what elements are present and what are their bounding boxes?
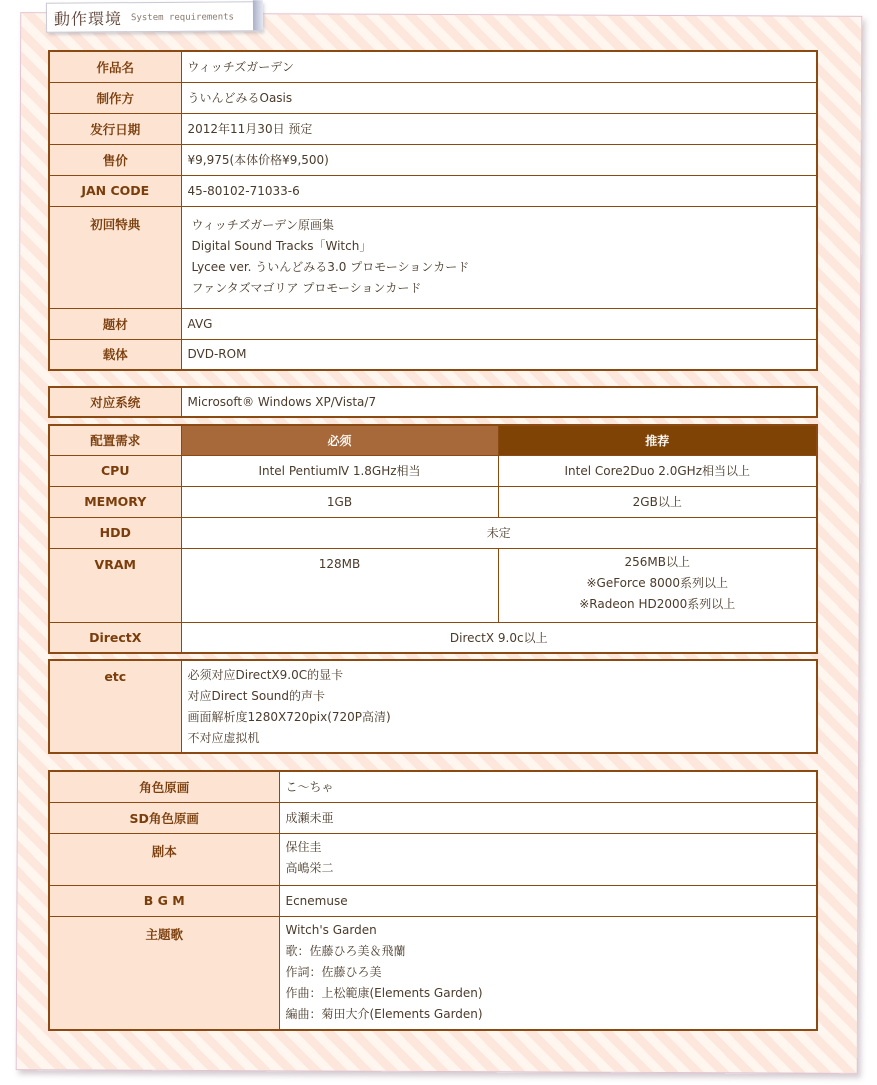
bonus-item: ファンタズマゴリア プロモーションカード (191, 280, 422, 295)
table-row (49, 885, 817, 916)
scenario-writer: 保住圭 (285, 839, 322, 854)
section-tab (46, 1, 262, 33)
vram-rec-line: ※GeForce 8000系列以上 (586, 575, 729, 590)
theme-line: 編曲：菊田大介(Elements Garden) (285, 1006, 483, 1021)
tab-fold (253, 0, 263, 30)
scenario-writer: 高嶋栄二 (285, 860, 334, 875)
vram-label: VRAM (49, 548, 181, 622)
genre-value: AVG (181, 308, 817, 339)
theme-song-label: 主题歌 (49, 916, 279, 1030)
table-row (49, 144, 817, 175)
first-press-bonus-value (181, 206, 817, 308)
table-header-row (49, 425, 817, 455)
table-row (49, 916, 817, 1030)
genre-label: 题材 (49, 308, 181, 339)
bonus-item: Lycee ver. ういんどみる3.0 プロモーションカード (191, 259, 470, 274)
sd-art-value: 成瀬未亜 (279, 802, 817, 833)
requirements-label: 配置需求 (49, 425, 181, 455)
table-row (49, 387, 817, 417)
product-info-table (48, 50, 818, 371)
theme-line: Witch's Garden (285, 922, 377, 937)
table-row (49, 660, 817, 753)
hdd-value: 未定 (181, 517, 817, 548)
table-row (49, 833, 817, 885)
vram-recommended (498, 548, 817, 622)
title-label: 作品名 (49, 51, 181, 82)
os-value: Microsoft® Windows XP/Vista/7 (181, 387, 817, 417)
etc-line: 必须对应DirectX9.0C的显卡 (187, 668, 344, 682)
scenario-label: 剧本 (49, 833, 279, 885)
table-row (49, 82, 817, 113)
memory-must: 1GB (181, 486, 498, 517)
etc-value (181, 660, 817, 753)
table-row (49, 548, 817, 622)
maker-label: 制作方 (49, 82, 181, 113)
os-label: 对应系统 (49, 387, 181, 417)
os-table (48, 386, 818, 418)
table-row (49, 486, 817, 517)
price-value: ¥9,975(本体价格¥9,500) (181, 144, 817, 175)
character-art-value: こ～ちゃ (279, 771, 817, 802)
table-row (49, 771, 817, 802)
recommended-column-header: 推荐 (498, 425, 817, 455)
directx-label: DirectX (49, 622, 181, 653)
memory-label: MEMORY (49, 486, 181, 517)
section-subtitle: System requirements (130, 12, 234, 24)
section-title: 動作環境 (53, 9, 123, 29)
vram-rec-line: ※Radeon HD2000系列以上 (579, 596, 736, 611)
media-label: 载体 (49, 339, 181, 370)
etc-line: 不对应虚拟机 (187, 731, 260, 745)
title-value: ウィッチズガーデン (181, 51, 817, 82)
etc-line: 对应Direct Sound的声卡 (187, 689, 326, 703)
bonus-item: Digital Sound Tracks「Witch」 (191, 238, 372, 253)
bgm-value: Ecnemuse (279, 885, 817, 916)
bonus-item: ウィッチズガーデン原画集 (191, 217, 335, 232)
price-label: 售价 (49, 144, 181, 175)
release-date-value: 2012年11月30日 预定 (181, 113, 817, 144)
theme-line: 歌：佐藤ひろ美＆飛蘭 (285, 943, 406, 958)
vram-rec-line: 256MB以上 (624, 554, 690, 569)
theme-line: 作曲：上松範康(Elements Garden) (285, 985, 483, 1000)
staff-table (48, 770, 818, 1031)
requirements-table (48, 424, 818, 654)
theme-song-value (279, 916, 817, 1030)
table-row (49, 51, 817, 82)
jan-code-label: JAN CODE (49, 175, 181, 206)
table-row (49, 206, 817, 308)
cpu-must: Intel PentiumⅣ 1.8GHz相当 (181, 455, 498, 486)
bgm-label: B G M (49, 885, 279, 916)
table-row (49, 308, 817, 339)
vram-must: 128MB (181, 548, 498, 622)
media-value: DVD-ROM (181, 339, 817, 370)
etc-table (48, 659, 818, 754)
etc-line: 画面解析度1280X720pix(720P高清) (187, 710, 391, 724)
jan-code-value: 45-80102-71033-6 (181, 175, 817, 206)
cpu-label: CPU (49, 455, 181, 486)
table-row (49, 113, 817, 144)
maker-value: ういんどみるOasis (181, 82, 817, 113)
etc-label: etc (49, 660, 181, 753)
cpu-recommended: Intel Core2Duo 2.0GHz相当以上 (498, 455, 817, 486)
theme-line: 作詞：佐藤ひろ美 (285, 964, 382, 979)
table-row (49, 339, 817, 370)
memory-recommended: 2GB以上 (498, 486, 817, 517)
scenario-value (279, 833, 817, 885)
release-date-label: 发行日期 (49, 113, 181, 144)
sd-art-label: SD角色原画 (49, 802, 279, 833)
character-art-label: 角色原画 (49, 771, 279, 802)
table-row (49, 802, 817, 833)
table-row (49, 455, 817, 486)
hdd-label: HDD (49, 517, 181, 548)
directx-value: DirectX 9.0c以上 (181, 622, 817, 653)
table-row (49, 175, 817, 206)
table-row (49, 622, 817, 653)
first-press-bonus-label: 初回特典 (49, 206, 181, 308)
must-column-header: 必须 (181, 425, 498, 455)
table-row (49, 517, 817, 548)
